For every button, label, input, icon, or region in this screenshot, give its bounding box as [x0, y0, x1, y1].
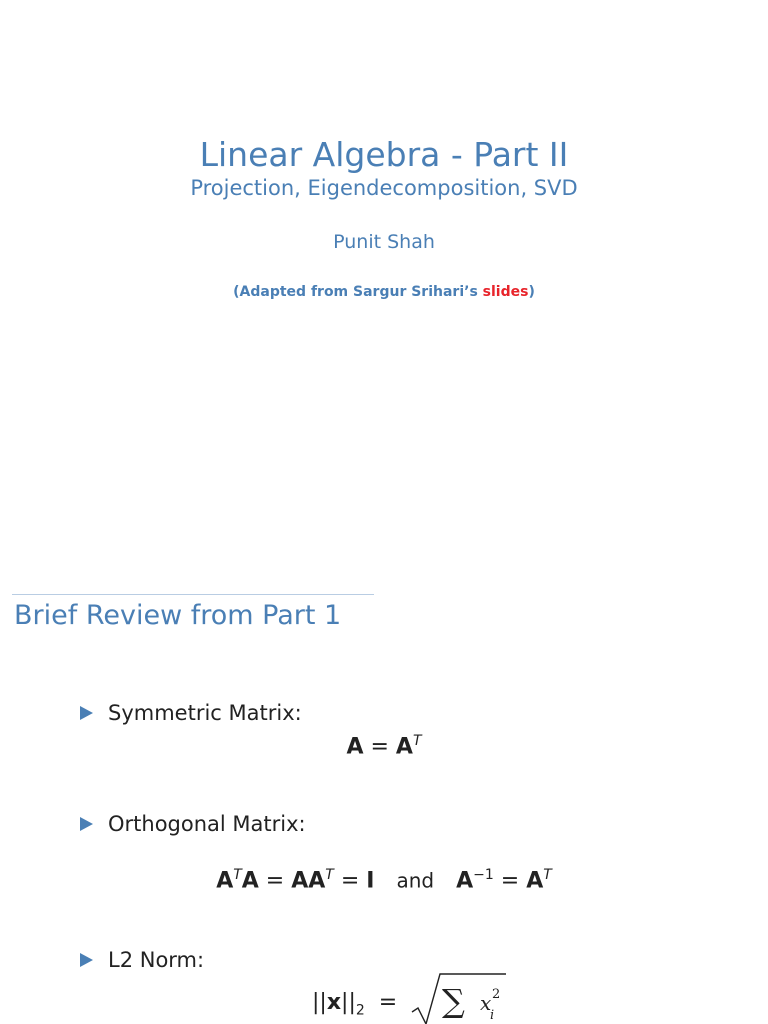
svg-text:x: x [480, 991, 492, 1015]
bullet-label: L2 Norm: [108, 948, 205, 972]
bullet-orthogonal-matrix [80, 812, 306, 836]
svg-text:∑: ∑ [442, 982, 465, 1020]
section-title: Brief Review from Part 1 [14, 600, 342, 631]
triangle-right-icon [80, 953, 93, 967]
orthogonal-matrix-equation: $A^TA = AA^T = I$ and $A^{-1} = A^T$ [216, 867, 552, 894]
credit-line [0, 284, 768, 300]
presentation-subtitle: Projection, Eigendecomposition, SVD [190, 176, 578, 200]
l2-norm-lhs: $||x||_2$ = [312, 990, 398, 1019]
credit-prefix: (Adapted from Sargur Srihari’s [233, 284, 483, 300]
section-divider [12, 594, 374, 595]
bullet-label: Orthogonal Matrix: [108, 812, 306, 836]
bullet-l2-norm [80, 948, 204, 972]
svg-text:i: i [490, 1008, 495, 1023]
presentation-title: Linear Algebra - Part II [199, 135, 569, 174]
triangle-right-icon [80, 706, 93, 720]
credit-suffix: ) [528, 284, 535, 300]
triangle-right-icon [80, 817, 93, 831]
connector-word: and [396, 868, 435, 893]
author-name: Punit Shah [333, 231, 435, 253]
svg-text:2: 2 [492, 987, 501, 1002]
slides-link[interactable]: slides [482, 284, 529, 300]
square-root-icon [410, 972, 510, 1024]
symmetric-matrix-equation: $A = A^T$ [346, 733, 422, 760]
bullet-symmetric-matrix [80, 701, 302, 725]
bullet-label: Symmetric Matrix: [108, 701, 302, 725]
